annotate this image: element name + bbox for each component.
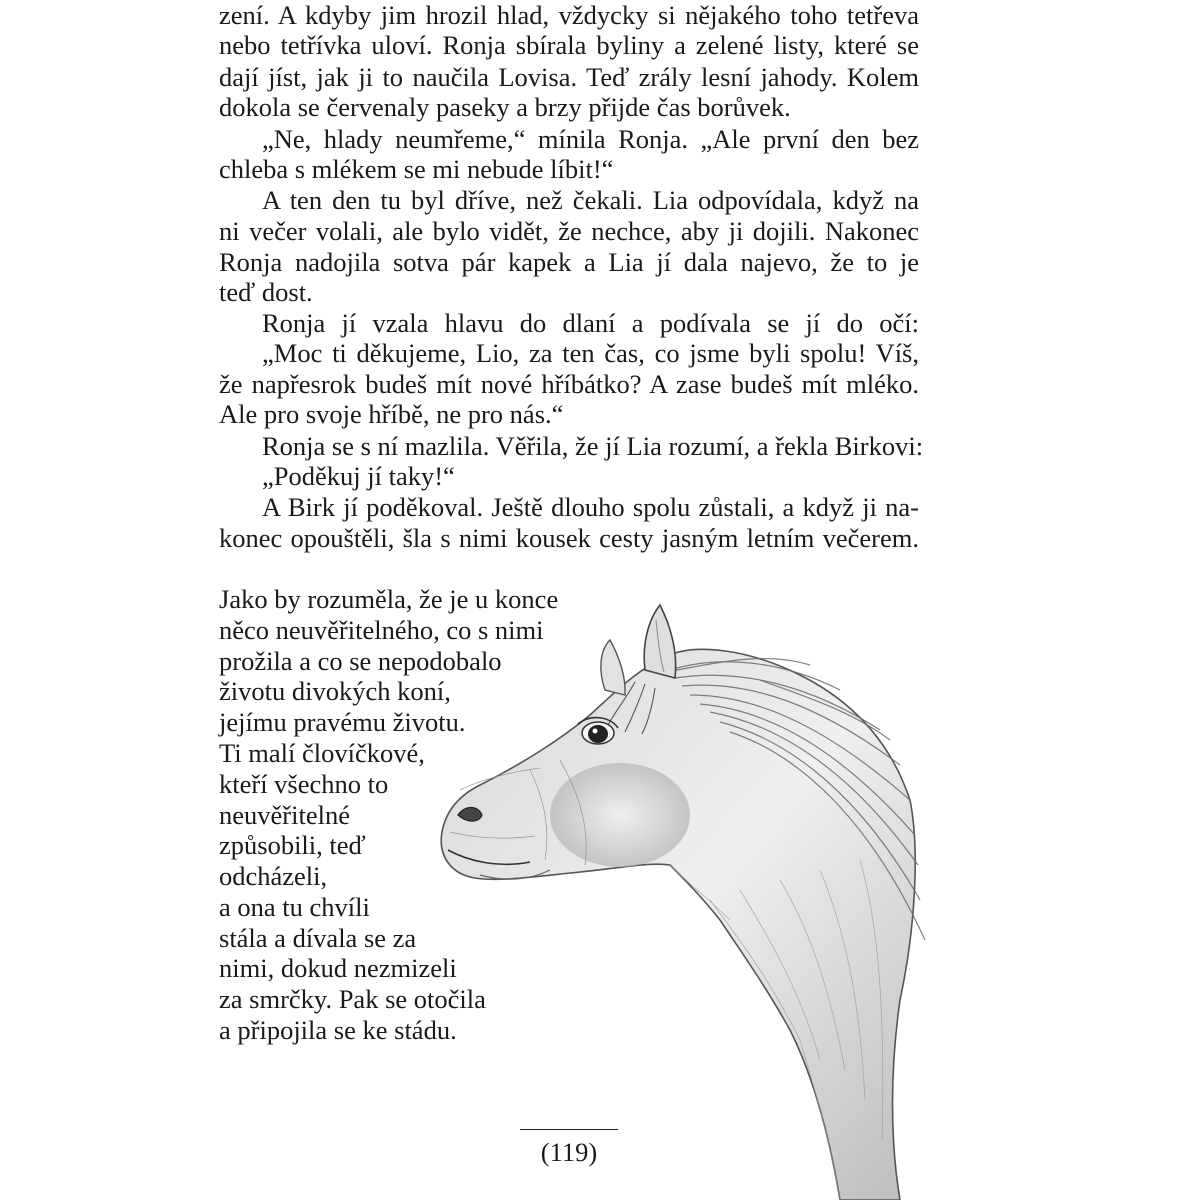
text-line: Jako by rozuměla, že je u konce — [219, 584, 559, 614]
text-line: Ale pro svoje hříbě, ne pro nás.“ — [219, 399, 564, 429]
text-line: způsobili, teď — [219, 830, 366, 860]
text-line: dají jíst, jak ji to naučila Lovisa. Teď zrály lesní jahody. Kolem — [219, 62, 919, 92]
text-line: neuvěřitelné — [219, 800, 350, 830]
text-line: Ti malí človíčkové, — [219, 738, 425, 768]
text-line: dokola se červenaly paseky a brzy přijde čas borůvek. — [219, 92, 791, 122]
text-line: Ronja jí vzala hlavu do dlaní a podívala se jí do očí: — [262, 308, 919, 338]
text-line: odcházeli, — [219, 861, 328, 891]
text-line: Ronja se s ní mazlila. Věřila, že jí Lia rozumí, a řekla Birkovi: — [262, 431, 924, 461]
text-line: za smrčky. Pak se otočila — [219, 984, 486, 1014]
text-line: a ona tu chvíli — [219, 892, 370, 922]
text-line: ni večer volali, ale bylo vidět, že nechce, aby ji dojili. Nakonec — [219, 216, 919, 246]
text-line: teď dost. — [219, 277, 313, 307]
text-line: nebo tetřívka uloví. Ronja sbírala byliny a zelené listy, které se — [219, 30, 919, 60]
text-line: Ronja nadojila sotva pár kapek a Lia jí dala najevo, že to je — [219, 247, 919, 277]
text-line: prožila a co se nepodobalo — [219, 646, 502, 676]
page-number: (119) — [540, 1137, 598, 1167]
text-line: zení. A kdyby jim hrozil hlad, vždycky si nějakého toho tetřeva — [219, 0, 919, 30]
text-line: A ten den tu byl dříve, než čekali. Lia odpovídala, když na — [262, 185, 919, 215]
text-line: a připojila se ke stádu. — [219, 1015, 457, 1045]
text-line: stála a dívala se za — [219, 923, 417, 953]
text-line: „Poděkuj jí taky!“ — [262, 461, 455, 491]
text-line: jejímu pravému životu. — [219, 707, 466, 737]
text-line: kteří všechno to — [219, 769, 389, 799]
text-line: životu divokých koní, — [219, 676, 451, 706]
text-line: A Birk jí poděkoval. Ještě dlouho spolu zůstali, a když ji na- — [262, 492, 919, 522]
horse-head-pencil-sketch-icon — [420, 600, 940, 1200]
text-line: „Ne, hlady neumřeme,“ mínila Ronja. „Ale první den bez — [262, 124, 919, 154]
text-line: chleba s mlékem se mi nebude líbit!“ — [219, 154, 614, 184]
text-line: něco neuvěřitelného, co s nimi — [219, 615, 544, 645]
text-line: nimi, dokud nezmizeli — [219, 953, 457, 983]
text-line: „Moc ti děkujeme, Lio, za ten čas, co jsme byli spolu! Víš, — [262, 338, 919, 368]
text-line: konec opouštěli, šla s nimi kousek cesty jasným letním večerem. — [219, 523, 919, 553]
folio-rule — [520, 1129, 618, 1130]
text-line: že napřesrok budeš mít nové hříbátko? A zase budeš mít mléko. — [219, 369, 919, 399]
